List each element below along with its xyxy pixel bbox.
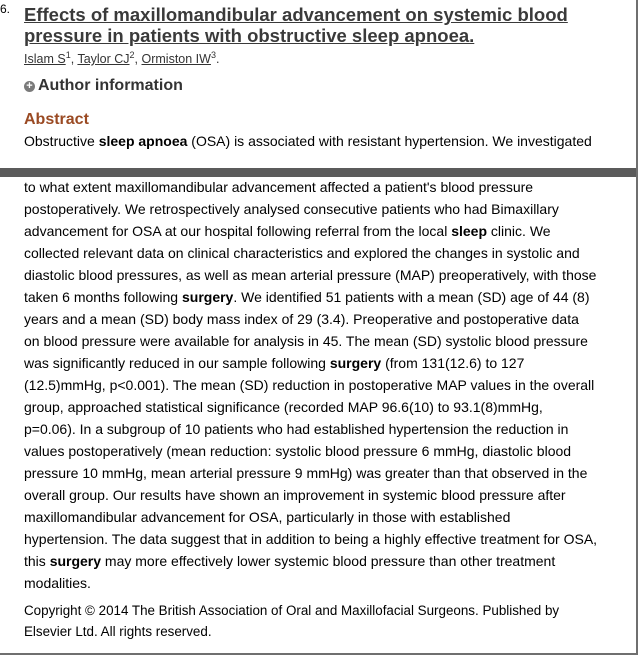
copyright-notice	[24, 600, 624, 642]
abstract-line	[24, 506, 630, 528]
abstract-line	[24, 242, 630, 264]
abstract-line	[24, 352, 630, 374]
author-affiliation-sup: 2	[129, 50, 135, 60]
abstract-heading: Abstract	[24, 111, 89, 128]
author-separator: ,	[70, 52, 78, 67]
abstract-text: may more effectively lower systemic blood pressure than other treatment	[101, 553, 556, 569]
abstract-line	[24, 462, 630, 484]
highlighted-term: sleep apnoea	[98, 133, 188, 149]
author-list	[24, 50, 219, 66]
author-separator: ,	[134, 52, 142, 67]
author-affiliation-sup: 1	[65, 50, 71, 60]
highlighted-term: surgery	[181, 289, 234, 305]
abstract-text: p=0.06). In a subgroup of 10 patients who had established hypertension the reduction in	[24, 421, 569, 437]
abstract-line	[24, 220, 630, 242]
abstract-text: modalities.	[24, 575, 91, 591]
abstract-text: years and a mean (SD) body mass index of 29 (3.4). Preoperative and postoperative data	[24, 311, 579, 327]
author-information-toggle[interactable]	[24, 77, 183, 95]
abstract-text: taken 6 months following	[24, 289, 182, 305]
abstract-text: on blood pressure were available for analysis in 45. The mean (SD) systolic blood pressure	[24, 333, 588, 349]
article-title-link[interactable]	[24, 4, 614, 46]
abstract-line	[24, 264, 630, 286]
author-affiliation-sup: 3	[210, 50, 216, 60]
abstract-body	[24, 176, 630, 594]
abstract-text: was significantly reduced in our sample following	[24, 355, 330, 371]
abstract-text: to what extent maxillomandibular advancement affected a patient's blood pressure	[24, 179, 534, 195]
abstract-text: this	[24, 553, 50, 569]
abstract-line	[24, 198, 630, 220]
abstract-line	[24, 308, 630, 330]
abstract-line	[24, 286, 630, 308]
author-link[interactable]: Ormiston IW	[141, 52, 211, 67]
abstract-text: Obstructive	[24, 133, 99, 149]
abstract-text: values postoperatively (mean reduction: systolic blood pressure 6 mmHg, diastolic blood	[24, 443, 572, 459]
article-title-line-1[interactable]: Effects of maxillomandibular advancement on systemic blood	[24, 4, 568, 25]
abstract-text: advancement for OSA at our hospital following referral from the local	[24, 223, 452, 239]
abstract-text: . We identified 51 patients with a mean (SD) age of 44 (8)	[233, 289, 590, 305]
article-title-line-2[interactable]: pressure in patients with obstructive sleep apnoea.	[24, 25, 475, 46]
author-list-end: .	[215, 52, 220, 67]
highlighted-term: sleep	[451, 223, 488, 239]
abstract-text: diastolic blood pressures, as well as mean arterial pressure (MAP) preoperatively, with those	[24, 267, 597, 283]
abstract-line	[24, 418, 630, 440]
expand-plus-icon[interactable]: +	[24, 81, 35, 92]
abstract-text: (12.5)mmHg, p<0.001). The mean (SD) reduction in postoperative MAP values in the overall	[24, 377, 595, 393]
abstract-line	[24, 176, 630, 198]
abstract-line	[24, 484, 630, 506]
abstract-line	[24, 396, 630, 418]
abstract-text: hypertension. The data suggest that in addition to being a highly effective treatment for OSA,	[24, 531, 598, 547]
highlighted-term: surgery	[329, 355, 382, 371]
abstract-text: pressure 10 mmHg, mean arterial pressure 9 mmHg) was greater than that observed in the	[24, 465, 588, 481]
abstract-text: overall group. Our results have shown an improvement in systemic blood pressure after	[24, 487, 566, 503]
copyright-line-1: Copyright © 2014 The British Association of Oral and Maxillofacial Surgeons. Published by	[24, 603, 560, 618]
abstract-text: maxillomandibular advancement for OSA, particularly in those with established	[24, 509, 511, 525]
author-link[interactable]: Taylor CJ	[77, 52, 130, 67]
abstract-text: (from 131(12.6) to 127	[381, 355, 525, 371]
abstract-line	[24, 572, 630, 594]
author-link[interactable]: Islam S	[24, 52, 66, 67]
abstract-line	[24, 374, 630, 396]
abstract-line	[24, 330, 630, 352]
abstract-text: postoperatively. We retrospectively analysed consecutive patients who had Bimaxillary	[24, 201, 559, 217]
abstract-text: (OSA) is associated with resistant hypertension. We investigated	[187, 133, 592, 149]
article-header	[0, 0, 636, 170]
abstract-first-line	[24, 132, 592, 150]
copyright-line-2: Elsevier Ltd. All rights reserved.	[24, 624, 212, 639]
highlighted-term: surgery	[49, 553, 102, 569]
abstract-line	[24, 550, 630, 572]
abstract-line	[24, 440, 630, 462]
result-number: 6.	[0, 2, 11, 16]
abstract-line	[24, 528, 630, 550]
abstract-text: group, approached statistical significance (recorded MAP 96.6(10) to 93.1(8)mmHg,	[24, 399, 543, 415]
abstract-text: clinic. We	[487, 223, 551, 239]
abstract-text: collected relevant data on clinical characteristics and explored the changes in systolic and	[24, 245, 580, 261]
author-information-label[interactable]: Author information	[38, 77, 183, 94]
